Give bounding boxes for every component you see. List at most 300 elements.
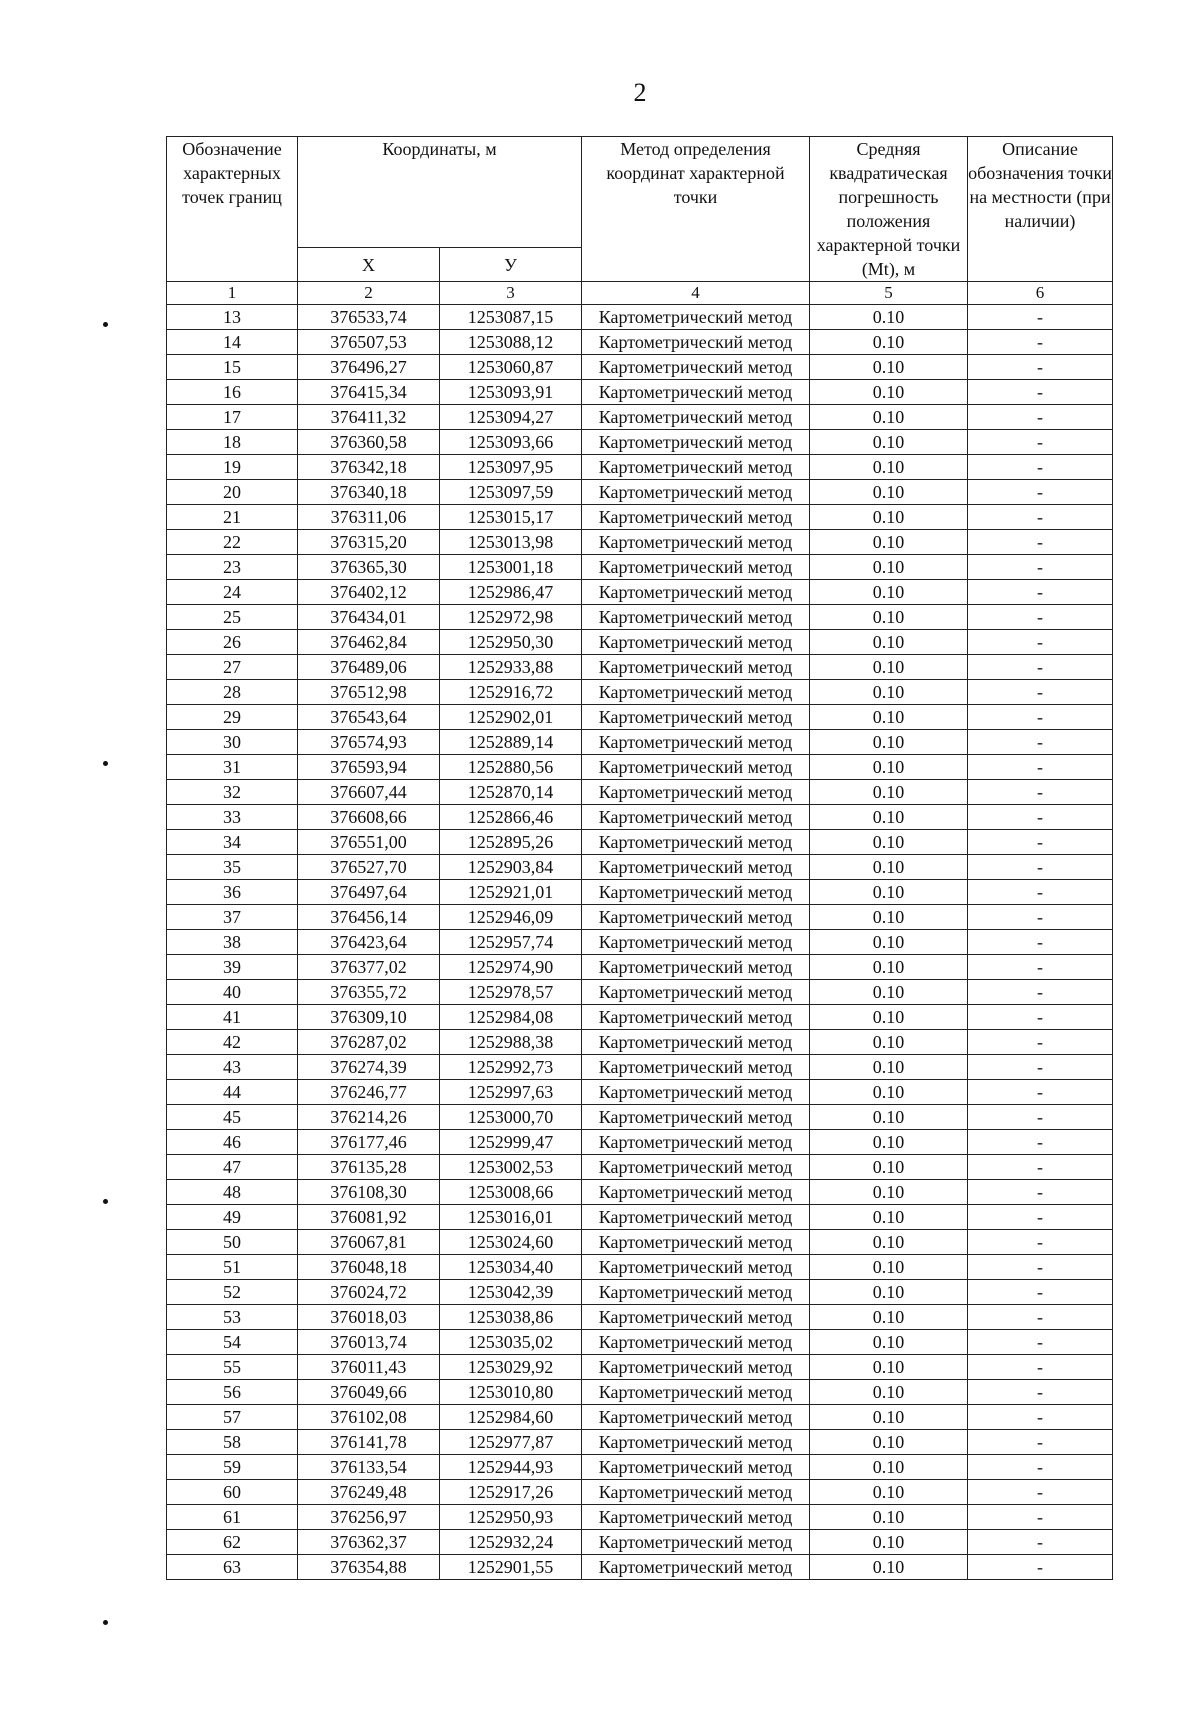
cell-coord-y: 1253038,86 bbox=[440, 1305, 582, 1330]
cell-accuracy: 0.10 bbox=[810, 955, 968, 980]
header-method-text: Метод определения координат характерной точки bbox=[606, 139, 785, 207]
cell-method: Картометрический метод bbox=[582, 555, 810, 580]
cell-coord-x: 376018,03 bbox=[298, 1305, 440, 1330]
boundary-points-table bbox=[166, 136, 1113, 1580]
cell-method: Картометрический метод bbox=[582, 955, 810, 980]
cell-method: Картометрический метод bbox=[582, 1530, 810, 1555]
cell-coord-x: 376512,98 bbox=[298, 680, 440, 705]
table-row bbox=[167, 1080, 1113, 1105]
table-row bbox=[167, 705, 1113, 730]
cell-coord-x: 376133,54 bbox=[298, 1455, 440, 1480]
cell-description: - bbox=[968, 1530, 1113, 1555]
cell-description: - bbox=[968, 355, 1113, 380]
cell-accuracy: 0.10 bbox=[810, 1380, 968, 1405]
cell-method: Картометрический метод bbox=[582, 1330, 810, 1355]
cell-accuracy: 0.10 bbox=[810, 930, 968, 955]
cell-point-number: 32 bbox=[167, 780, 298, 805]
cell-point-number: 50 bbox=[167, 1230, 298, 1255]
cell-accuracy: 0.10 bbox=[810, 555, 968, 580]
cell-point-number: 18 bbox=[167, 430, 298, 455]
cell-accuracy: 0.10 bbox=[810, 480, 968, 505]
cell-point-number: 59 bbox=[167, 1455, 298, 1480]
cell-coord-y: 1252895,26 bbox=[440, 830, 582, 855]
cell-point-number: 55 bbox=[167, 1355, 298, 1380]
table-row bbox=[167, 1180, 1113, 1205]
cell-method: Картометрический метод bbox=[582, 1180, 810, 1205]
table-row bbox=[167, 1230, 1113, 1255]
cell-description: - bbox=[968, 630, 1113, 655]
cell-method: Картометрический метод bbox=[582, 905, 810, 930]
cell-description: - bbox=[968, 330, 1113, 355]
cell-coord-y: 1252880,56 bbox=[440, 755, 582, 780]
cell-point-number: 21 bbox=[167, 505, 298, 530]
table-row bbox=[167, 905, 1113, 930]
table-row bbox=[167, 730, 1113, 755]
table-row bbox=[167, 1305, 1113, 1330]
cell-coord-x: 376135,28 bbox=[298, 1155, 440, 1180]
cell-coord-x: 376527,70 bbox=[298, 855, 440, 880]
cell-coord-y: 1252950,93 bbox=[440, 1505, 582, 1530]
column-number: 5 bbox=[810, 282, 968, 305]
table-row bbox=[167, 1030, 1113, 1055]
cell-accuracy: 0.10 bbox=[810, 655, 968, 680]
cell-description: - bbox=[968, 780, 1113, 805]
cell-description: - bbox=[968, 1505, 1113, 1530]
cell-coord-y: 1253029,92 bbox=[440, 1355, 582, 1380]
table-row bbox=[167, 880, 1113, 905]
cell-point-number: 44 bbox=[167, 1080, 298, 1105]
cell-method: Картометрический метод bbox=[582, 705, 810, 730]
cell-method: Картометрический метод bbox=[582, 355, 810, 380]
cell-coord-x: 376102,08 bbox=[298, 1405, 440, 1430]
cell-accuracy: 0.10 bbox=[810, 1505, 968, 1530]
cell-coord-x: 376067,81 bbox=[298, 1230, 440, 1255]
cell-coord-x: 376274,39 bbox=[298, 1055, 440, 1080]
cell-method: Картометрический метод bbox=[582, 1430, 810, 1455]
cell-description: - bbox=[968, 305, 1113, 330]
cell-point-number: 36 bbox=[167, 880, 298, 905]
cell-point-number: 24 bbox=[167, 580, 298, 605]
cell-method: Картометрический метод bbox=[582, 655, 810, 680]
cell-coord-x: 376177,46 bbox=[298, 1130, 440, 1155]
table-row bbox=[167, 555, 1113, 580]
cell-description: - bbox=[968, 1230, 1113, 1255]
cell-point-number: 30 bbox=[167, 730, 298, 755]
table-row bbox=[167, 630, 1113, 655]
cell-point-number: 37 bbox=[167, 905, 298, 930]
cell-point-number: 17 bbox=[167, 405, 298, 430]
cell-coord-y: 1252984,60 bbox=[440, 1405, 582, 1430]
cell-method: Картометрический метод bbox=[582, 1105, 810, 1130]
table-row bbox=[167, 455, 1113, 480]
cell-accuracy: 0.10 bbox=[810, 1530, 968, 1555]
cell-method: Картометрический метод bbox=[582, 1230, 810, 1255]
table-row bbox=[167, 1330, 1113, 1355]
scan-mark bbox=[103, 1199, 108, 1204]
cell-description: - bbox=[968, 755, 1113, 780]
cell-coord-y: 1252957,74 bbox=[440, 930, 582, 955]
cell-coord-x: 376081,92 bbox=[298, 1205, 440, 1230]
cell-coord-x: 376607,44 bbox=[298, 780, 440, 805]
cell-method: Картометрический метод bbox=[582, 1255, 810, 1280]
cell-accuracy: 0.10 bbox=[810, 705, 968, 730]
table-row bbox=[167, 1280, 1113, 1305]
cell-accuracy: 0.10 bbox=[810, 1330, 968, 1355]
cell-point-number: 40 bbox=[167, 980, 298, 1005]
cell-method: Картометрический метод bbox=[582, 1355, 810, 1380]
cell-point-number: 60 bbox=[167, 1480, 298, 1505]
table-row bbox=[167, 1205, 1113, 1230]
table-row bbox=[167, 1480, 1113, 1505]
cell-description: - bbox=[968, 505, 1113, 530]
cell-description: - bbox=[968, 530, 1113, 555]
cell-description: - bbox=[968, 955, 1113, 980]
cell-description: - bbox=[968, 1080, 1113, 1105]
cell-method: Картометрический метод bbox=[582, 1305, 810, 1330]
cell-coord-x: 376340,18 bbox=[298, 480, 440, 505]
cell-accuracy: 0.10 bbox=[810, 1005, 968, 1030]
table-row bbox=[167, 305, 1113, 330]
cell-method: Картометрический метод bbox=[582, 1455, 810, 1480]
cell-description: - bbox=[968, 830, 1113, 855]
scan-mark bbox=[103, 761, 108, 766]
table-row bbox=[167, 680, 1113, 705]
cell-description: - bbox=[968, 1455, 1113, 1480]
cell-coord-y: 1253042,39 bbox=[440, 1280, 582, 1305]
table-row bbox=[167, 1430, 1113, 1455]
cell-description: - bbox=[968, 1030, 1113, 1055]
cell-coord-x: 376249,48 bbox=[298, 1480, 440, 1505]
cell-coord-y: 1252902,01 bbox=[440, 705, 582, 730]
cell-accuracy: 0.10 bbox=[810, 905, 968, 930]
cell-method: Картометрический метод bbox=[582, 1030, 810, 1055]
cell-point-number: 13 bbox=[167, 305, 298, 330]
cell-coord-y: 1252921,01 bbox=[440, 880, 582, 905]
cell-method: Картометрический метод bbox=[582, 330, 810, 355]
table-row bbox=[167, 980, 1113, 1005]
cell-coord-x: 376593,94 bbox=[298, 755, 440, 780]
cell-coord-y: 1252988,38 bbox=[440, 1030, 582, 1055]
cell-description: - bbox=[968, 430, 1113, 455]
cell-coord-x: 376423,64 bbox=[298, 930, 440, 955]
cell-coord-x: 376011,43 bbox=[298, 1355, 440, 1380]
cell-coord-y: 1252889,14 bbox=[440, 730, 582, 755]
cell-coord-x: 376533,74 bbox=[298, 305, 440, 330]
cell-coord-x: 376108,30 bbox=[298, 1180, 440, 1205]
cell-method: Картометрический метод bbox=[582, 1055, 810, 1080]
cell-method: Картометрический метод bbox=[582, 480, 810, 505]
cell-coord-x: 376489,06 bbox=[298, 655, 440, 680]
table-row bbox=[167, 1255, 1113, 1280]
scan-mark bbox=[103, 322, 108, 327]
cell-accuracy: 0.10 bbox=[810, 880, 968, 905]
cell-point-number: 35 bbox=[167, 855, 298, 880]
table-row bbox=[167, 930, 1113, 955]
cell-method: Картометрический метод bbox=[582, 830, 810, 855]
cell-accuracy: 0.10 bbox=[810, 1455, 968, 1480]
cell-point-number: 33 bbox=[167, 805, 298, 830]
cell-coord-x: 376543,64 bbox=[298, 705, 440, 730]
cell-method: Картометрический метод bbox=[582, 505, 810, 530]
cell-method: Картометрический метод bbox=[582, 755, 810, 780]
cell-coord-y: 1253024,60 bbox=[440, 1230, 582, 1255]
cell-coord-y: 1252997,63 bbox=[440, 1080, 582, 1105]
cell-coord-y: 1253002,53 bbox=[440, 1155, 582, 1180]
cell-description: - bbox=[968, 1555, 1113, 1580]
cell-coord-y: 1252933,88 bbox=[440, 655, 582, 680]
cell-point-number: 42 bbox=[167, 1030, 298, 1055]
cell-description: - bbox=[968, 1105, 1113, 1130]
cell-point-number: 51 bbox=[167, 1255, 298, 1280]
cell-accuracy: 0.10 bbox=[810, 580, 968, 605]
cell-method: Картометрический метод bbox=[582, 1130, 810, 1155]
header-description: Описание обозначения точки на местности (при наличии) bbox=[968, 137, 1113, 282]
cell-accuracy: 0.10 bbox=[810, 1105, 968, 1130]
cell-method: Картометрический метод bbox=[582, 430, 810, 455]
table-row bbox=[167, 430, 1113, 455]
header-coordinates: Координаты, м bbox=[298, 137, 582, 248]
cell-coord-x: 376287,02 bbox=[298, 1030, 440, 1055]
cell-accuracy: 0.10 bbox=[810, 1480, 968, 1505]
cell-coord-y: 1253087,15 bbox=[440, 305, 582, 330]
cell-accuracy: 0.10 bbox=[810, 980, 968, 1005]
cell-point-number: 31 bbox=[167, 755, 298, 780]
cell-method: Картометрический метод bbox=[582, 1380, 810, 1405]
table-row bbox=[167, 530, 1113, 555]
column-number: 4 bbox=[582, 282, 810, 305]
cell-description: - bbox=[968, 1180, 1113, 1205]
cell-coord-y: 1252986,47 bbox=[440, 580, 582, 605]
cell-coord-x: 376462,84 bbox=[298, 630, 440, 655]
cell-accuracy: 0.10 bbox=[810, 1305, 968, 1330]
cell-point-number: 45 bbox=[167, 1105, 298, 1130]
cell-coord-y: 1252974,90 bbox=[440, 955, 582, 980]
cell-coord-x: 376608,66 bbox=[298, 805, 440, 830]
cell-coord-x: 376355,72 bbox=[298, 980, 440, 1005]
table-row bbox=[167, 330, 1113, 355]
table-row bbox=[167, 755, 1113, 780]
cell-description: - bbox=[968, 555, 1113, 580]
cell-accuracy: 0.10 bbox=[810, 405, 968, 430]
cell-point-number: 49 bbox=[167, 1205, 298, 1230]
cell-accuracy: 0.10 bbox=[810, 605, 968, 630]
cell-point-number: 61 bbox=[167, 1505, 298, 1530]
cell-coord-y: 1253093,91 bbox=[440, 380, 582, 405]
cell-coord-y: 1252901,55 bbox=[440, 1555, 582, 1580]
cell-coord-x: 376360,58 bbox=[298, 430, 440, 455]
cell-coord-x: 376354,88 bbox=[298, 1555, 440, 1580]
page-number: 2 bbox=[633, 78, 647, 107]
cell-coord-y: 1253015,17 bbox=[440, 505, 582, 530]
column-number: 6 bbox=[968, 282, 1113, 305]
cell-point-number: 38 bbox=[167, 930, 298, 955]
header-y: У bbox=[440, 248, 582, 282]
cell-coord-y: 1252992,73 bbox=[440, 1055, 582, 1080]
cell-accuracy: 0.10 bbox=[810, 1555, 968, 1580]
table-header bbox=[167, 137, 1113, 305]
cell-accuracy: 0.10 bbox=[810, 530, 968, 555]
cell-coord-y: 1253093,66 bbox=[440, 430, 582, 455]
cell-point-number: 15 bbox=[167, 355, 298, 380]
cell-accuracy: 0.10 bbox=[810, 1155, 968, 1180]
cell-description: - bbox=[968, 805, 1113, 830]
cell-coord-y: 1252977,87 bbox=[440, 1430, 582, 1455]
cell-point-number: 43 bbox=[167, 1055, 298, 1080]
cell-accuracy: 0.10 bbox=[810, 680, 968, 705]
cell-point-number: 52 bbox=[167, 1280, 298, 1305]
cell-description: - bbox=[968, 1205, 1113, 1230]
cell-point-number: 20 bbox=[167, 480, 298, 505]
cell-description: - bbox=[968, 480, 1113, 505]
cell-accuracy: 0.10 bbox=[810, 1430, 968, 1455]
cell-coord-y: 1253060,87 bbox=[440, 355, 582, 380]
table-row bbox=[167, 1455, 1113, 1480]
cell-method: Картометрический метод bbox=[582, 1005, 810, 1030]
table-row bbox=[167, 805, 1113, 830]
column-numbers-row bbox=[167, 282, 1113, 305]
column-number: 2 bbox=[298, 282, 440, 305]
cell-coord-y: 1253035,02 bbox=[440, 1330, 582, 1355]
cell-point-number: 14 bbox=[167, 330, 298, 355]
cell-description: - bbox=[968, 605, 1113, 630]
cell-coord-x: 376246,77 bbox=[298, 1080, 440, 1105]
cell-accuracy: 0.10 bbox=[810, 1055, 968, 1080]
cell-accuracy: 0.10 bbox=[810, 755, 968, 780]
cell-coord-x: 376377,02 bbox=[298, 955, 440, 980]
cell-description: - bbox=[968, 455, 1113, 480]
cell-method: Картометрический метод bbox=[582, 380, 810, 405]
cell-point-number: 53 bbox=[167, 1305, 298, 1330]
cell-coord-y: 1252978,57 bbox=[440, 980, 582, 1005]
cell-coord-x: 376496,27 bbox=[298, 355, 440, 380]
cell-point-number: 19 bbox=[167, 455, 298, 480]
cell-coord-x: 376551,00 bbox=[298, 830, 440, 855]
cell-method: Картометрический метод bbox=[582, 1505, 810, 1530]
cell-description: - bbox=[968, 1305, 1113, 1330]
cell-accuracy: 0.10 bbox=[810, 330, 968, 355]
cell-method: Картометрический метод bbox=[582, 605, 810, 630]
cell-coord-y: 1253008,66 bbox=[440, 1180, 582, 1205]
table-row bbox=[167, 1555, 1113, 1580]
cell-accuracy: 0.10 bbox=[810, 730, 968, 755]
cell-method: Картометрический метод bbox=[582, 1480, 810, 1505]
cell-point-number: 58 bbox=[167, 1430, 298, 1455]
cell-accuracy: 0.10 bbox=[810, 355, 968, 380]
table-body bbox=[167, 305, 1113, 1580]
cell-coord-y: 1253094,27 bbox=[440, 405, 582, 430]
column-number: 3 bbox=[440, 282, 582, 305]
cell-method: Картометрический метод bbox=[582, 1405, 810, 1430]
cell-method: Картометрический метод bbox=[582, 1555, 810, 1580]
header-x: X bbox=[298, 248, 440, 282]
cell-method: Картометрический метод bbox=[582, 930, 810, 955]
cell-point-number: 28 bbox=[167, 680, 298, 705]
cell-accuracy: 0.10 bbox=[810, 855, 968, 880]
cell-accuracy: 0.10 bbox=[810, 305, 968, 330]
cell-description: - bbox=[968, 1330, 1113, 1355]
cell-method: Картометрический метод bbox=[582, 780, 810, 805]
cell-description: - bbox=[968, 1355, 1113, 1380]
cell-point-number: 47 bbox=[167, 1155, 298, 1180]
cell-method: Картометрический метод bbox=[582, 855, 810, 880]
cell-description: - bbox=[968, 1380, 1113, 1405]
cell-description: - bbox=[968, 1055, 1113, 1080]
cell-coord-x: 376574,93 bbox=[298, 730, 440, 755]
cell-coord-y: 1253034,40 bbox=[440, 1255, 582, 1280]
cell-accuracy: 0.10 bbox=[810, 455, 968, 480]
cell-coord-x: 376507,53 bbox=[298, 330, 440, 355]
cell-description: - bbox=[968, 980, 1113, 1005]
table-row bbox=[167, 1130, 1113, 1155]
cell-description: - bbox=[968, 580, 1113, 605]
table-row bbox=[167, 655, 1113, 680]
cell-description: - bbox=[968, 655, 1113, 680]
cell-point-number: 22 bbox=[167, 530, 298, 555]
cell-accuracy: 0.10 bbox=[810, 1255, 968, 1280]
cell-point-number: 56 bbox=[167, 1380, 298, 1405]
header-point-designation: Обозначение характерных точек границ bbox=[167, 137, 298, 282]
cell-coord-y: 1252916,72 bbox=[440, 680, 582, 705]
cell-coord-x: 376497,64 bbox=[298, 880, 440, 905]
table-row bbox=[167, 1105, 1113, 1130]
table-row bbox=[167, 1380, 1113, 1405]
cell-description: - bbox=[968, 1155, 1113, 1180]
cell-description: - bbox=[968, 1005, 1113, 1030]
table-row bbox=[167, 505, 1113, 530]
cell-coord-x: 376311,06 bbox=[298, 505, 440, 530]
cell-method: Картометрический метод bbox=[582, 805, 810, 830]
cell-accuracy: 0.10 bbox=[810, 505, 968, 530]
header-method bbox=[582, 137, 810, 282]
table-row bbox=[167, 380, 1113, 405]
table-row bbox=[167, 780, 1113, 805]
cell-description: - bbox=[968, 1255, 1113, 1280]
cell-coord-x: 376214,26 bbox=[298, 1105, 440, 1130]
cell-accuracy: 0.10 bbox=[810, 1180, 968, 1205]
cell-coord-y: 1252917,26 bbox=[440, 1480, 582, 1505]
cell-method: Картометрический метод bbox=[582, 1080, 810, 1105]
cell-coord-y: 1253088,12 bbox=[440, 330, 582, 355]
cell-description: - bbox=[968, 380, 1113, 405]
cell-accuracy: 0.10 bbox=[810, 1230, 968, 1255]
cell-coord-y: 1252999,47 bbox=[440, 1130, 582, 1155]
cell-method: Картометрический метод bbox=[582, 580, 810, 605]
cell-coord-y: 1252866,46 bbox=[440, 805, 582, 830]
cell-accuracy: 0.10 bbox=[810, 630, 968, 655]
cell-method: Картометрический метод bbox=[582, 730, 810, 755]
cell-coord-y: 1252932,24 bbox=[440, 1530, 582, 1555]
cell-method: Картометрический метод bbox=[582, 1155, 810, 1180]
cell-description: - bbox=[968, 680, 1113, 705]
cell-point-number: 48 bbox=[167, 1180, 298, 1205]
cell-method: Картометрический метод bbox=[582, 980, 810, 1005]
cell-coord-y: 1252950,30 bbox=[440, 630, 582, 655]
cell-description: - bbox=[968, 855, 1113, 880]
cell-point-number: 57 bbox=[167, 1405, 298, 1430]
cell-point-number: 62 bbox=[167, 1530, 298, 1555]
cell-description: - bbox=[968, 1430, 1113, 1455]
cell-coord-y: 1253010,80 bbox=[440, 1380, 582, 1405]
table-row bbox=[167, 1405, 1113, 1430]
cell-coord-y: 1253000,70 bbox=[440, 1105, 582, 1130]
cell-method: Картометрический метод bbox=[582, 305, 810, 330]
cell-description: - bbox=[968, 880, 1113, 905]
table-row bbox=[167, 955, 1113, 980]
cell-description: - bbox=[968, 730, 1113, 755]
table-row bbox=[167, 830, 1113, 855]
cell-description: - bbox=[968, 405, 1113, 430]
cell-coord-y: 1252870,14 bbox=[440, 780, 582, 805]
